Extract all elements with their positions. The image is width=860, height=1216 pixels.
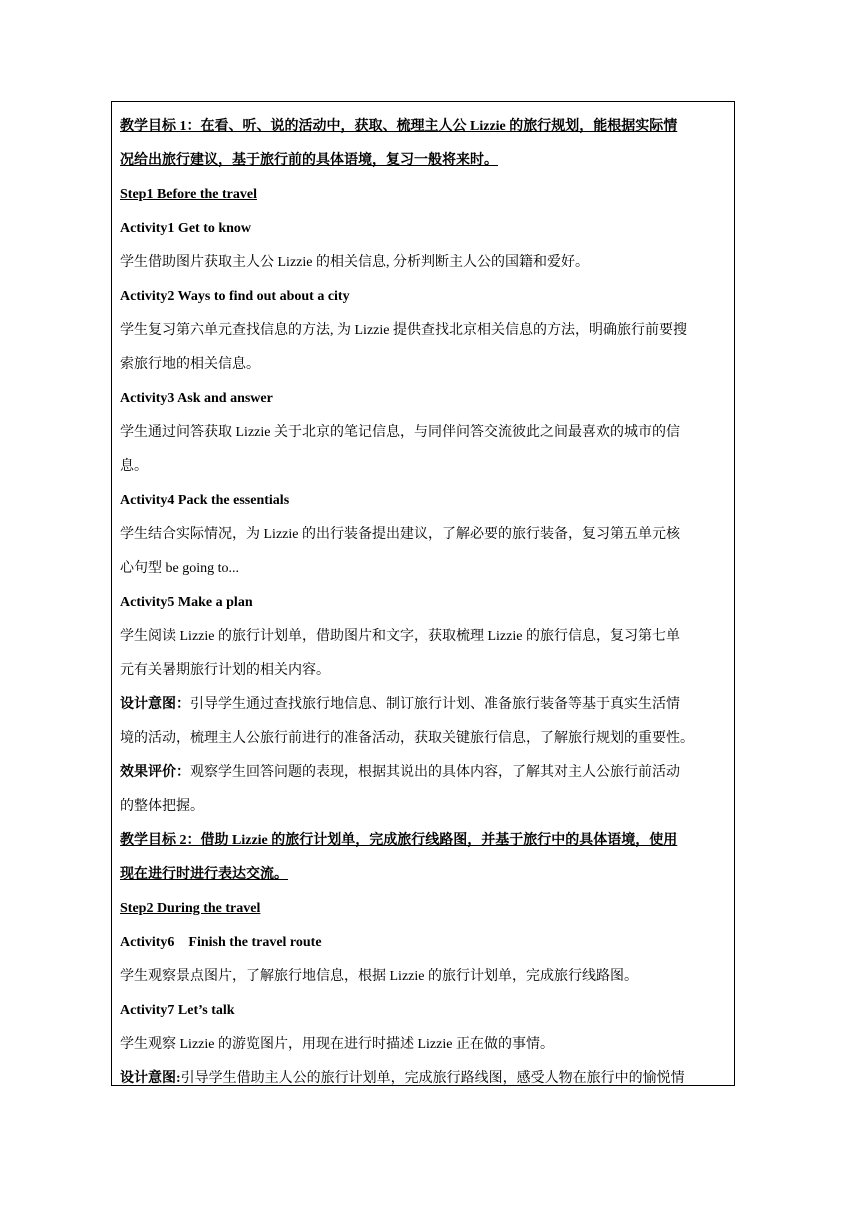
teaching-goal-2-line-1: 教学目标 2：借助 Lizzie 的旅行计划单，完成旅行线路图，并基于旅行中的具体语境，使用: [120, 833, 678, 848]
activity-4-desc-line-1: 学生结合实际情况，为 Lizzie 的出行装备提出建议，了解必要的旅行装备，复习第五单元核: [120, 527, 680, 542]
activity-4-title: Activity4 Pack the essentials: [120, 493, 290, 508]
design-intent-2-text: 引导学生借助主人公的旅行计划单，完成旅行路线图，感受人物在旅行中的愉悦情: [180, 1071, 685, 1086]
design-intent-1-label: 设计意图：: [120, 697, 190, 712]
activity-4-desc-line-2: 心句型 be going to...: [120, 561, 239, 576]
activity-6-desc: 学生观察景点图片，了解旅行地信息，根据 Lizzie 的旅行计划单，完成旅行线路图。: [120, 969, 638, 984]
evaluation-1-label: 效果评价：: [120, 765, 190, 780]
teaching-goal-2-line-2: 现在进行时进行表达交流。: [120, 867, 288, 882]
activity-5-title: Activity5 Make a plan: [120, 595, 253, 610]
activity-3-desc-line-1: 学生通过问答获取 Lizzie 关于北京的笔记信息，与同伴问答交流彼此之间最喜欢的城市的信: [120, 425, 680, 440]
lesson-plan-table-cell: [111, 101, 735, 1086]
design-intent-1-line-2: 境的活动，梳理主人公旅行前进行的准备活动，获取关键旅行信息，了解旅行规划的重要性。: [120, 731, 694, 746]
activity-1-title: Activity1 Get to know: [120, 221, 252, 236]
design-intent-2-label: 设计意图:: [120, 1071, 181, 1086]
teaching-goal-1-line-1: 教学目标 1：在看、听、说的活动中，获取、梳理主人公 Lizzie 的旅行规划，能根据实际情: [120, 119, 678, 134]
design-intent-2-line-1: [120, 1062, 726, 1096]
step-1-heading: Step1 Before the travel: [120, 187, 257, 202]
activity-2-title: Activity2 Ways to find out about a city: [120, 289, 350, 304]
design-intent-1-text: 引导学生通过查找旅行地信息、制订旅行计划、准备旅行装备等基于真实生活情: [190, 697, 680, 712]
activity-1-desc: 学生借助图片获取主人公 Lizzie 的相关信息, 分析判断主人公的国籍和爱好。: [120, 255, 589, 270]
evaluation-1-line-1: [120, 756, 726, 790]
evaluation-1-text: 观察学生回答问题的表现，根据其说出的具体内容，了解其对主人公旅行前活动: [190, 765, 680, 780]
teaching-goal-1-line-2: 况给出旅行建议，基于旅行前的具体语境，复习一般将来时。: [120, 153, 498, 168]
lesson-plan-content: [120, 110, 726, 1096]
activity-5-desc-line-1: 学生阅读 Lizzie 的旅行计划单，借助图片和文字，获取梳理 Lizzie 的旅行信息，复习第七单: [120, 629, 680, 644]
activity-3-title: Activity3 Ask and answer: [120, 391, 273, 406]
design-intent-1-line-1: [120, 688, 726, 722]
activity-6-title: Activity6 Finish the travel route: [120, 935, 322, 950]
activity-2-desc-line-2: 索旅行地的相关信息。: [120, 357, 260, 372]
activity-7-title: Activity7 Let’s talk: [120, 1003, 235, 1018]
step-2-heading: Step2 During the travel: [120, 901, 261, 916]
activity-3-desc-line-2: 息。: [120, 459, 148, 474]
activity-2-desc-line-1: 学生复习第六单元查找信息的方法, 为 Lizzie 提供查找北京相关信息的方法，明确旅行前要搜: [120, 323, 687, 338]
evaluation-1-line-2: 的整体把握。: [120, 799, 204, 814]
activity-5-desc-line-2: 元有关暑期旅行计划的相关内容。: [120, 663, 330, 678]
activity-7-desc: 学生观察 Lizzie 的游览图片，用现在进行时描述 Lizzie 正在做的事情。: [120, 1037, 554, 1052]
